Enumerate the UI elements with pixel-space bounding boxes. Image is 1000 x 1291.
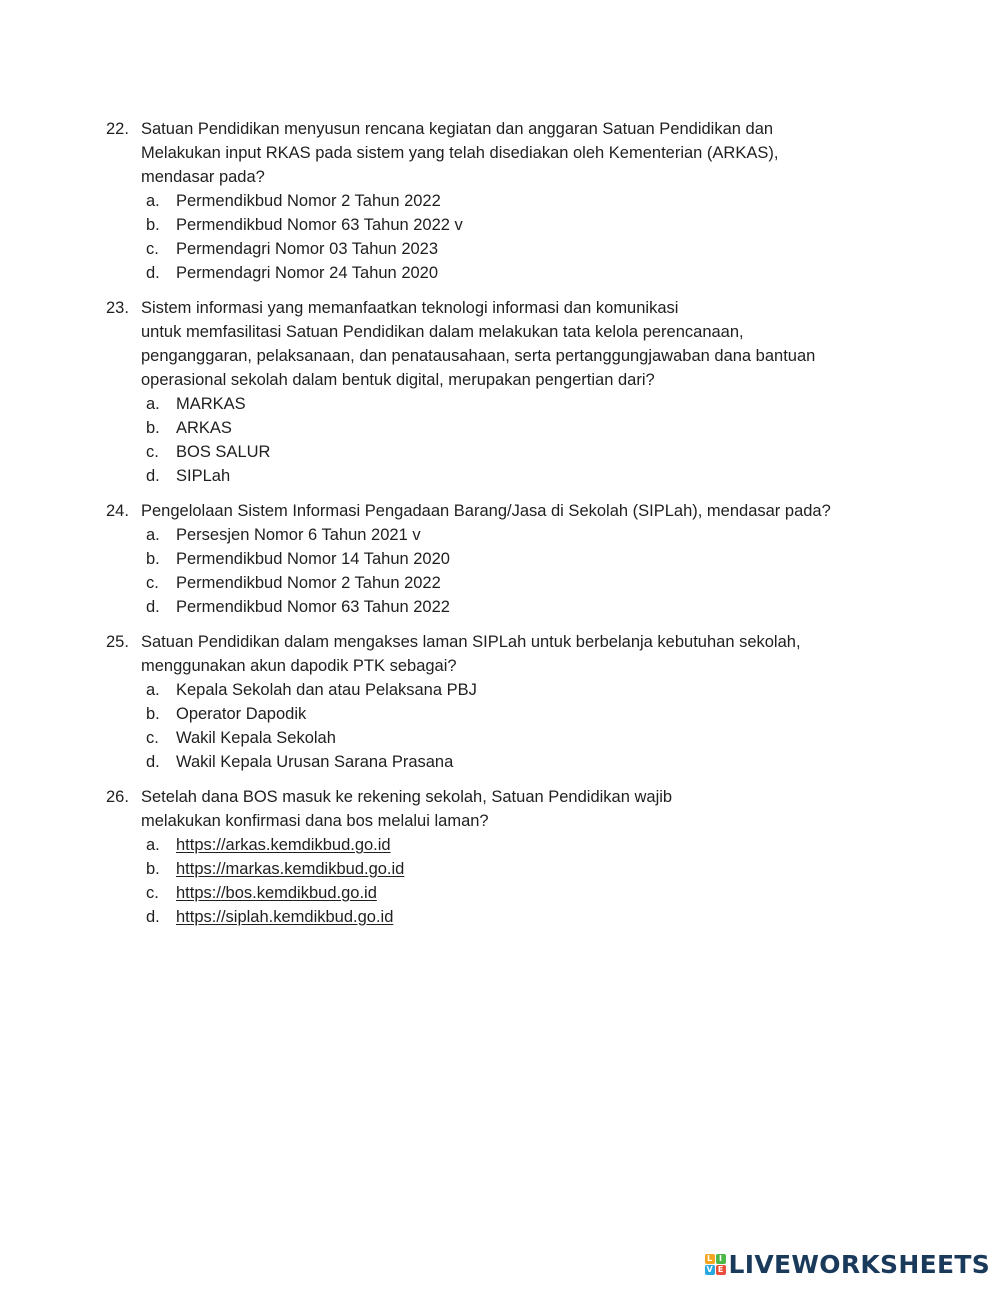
question-number: 22.: [106, 120, 129, 138]
logo-mark-tile: L: [705, 1254, 715, 1264]
option-list: [141, 189, 886, 285]
option-letter: d.: [146, 467, 160, 485]
option-letter: c.: [146, 729, 159, 747]
question-item: [106, 630, 886, 774]
option-letter: d.: [146, 908, 160, 926]
option-letter: c.: [146, 574, 159, 592]
question-item: [106, 499, 886, 619]
option-link[interactable]: https://arkas.kemdikbud.go.id: [176, 836, 391, 854]
answer-option: [141, 464, 886, 488]
option-list: [141, 392, 886, 488]
option-text: Persesjen Nomor 6 Tahun 2021 v: [176, 526, 421, 544]
answer-option: [141, 857, 886, 881]
option-letter: b.: [146, 550, 160, 568]
answer-option: [141, 261, 886, 285]
option-letter: d.: [146, 264, 160, 282]
option-letter: d.: [146, 598, 160, 616]
question-text: Pengelolaan Sistem Informasi Pengadaan Barang/Jasa di Sekolah (SIPLah), mendasar pada?: [141, 502, 831, 520]
option-letter: b.: [146, 860, 160, 878]
logo-mark-tile: V: [706, 1265, 713, 1274]
option-text: BOS SALUR: [176, 443, 271, 461]
question-item: [106, 296, 886, 488]
question-number: 24.: [106, 502, 129, 520]
option-letter: a.: [146, 836, 160, 854]
liveworksheets-logo-mark-icon: [705, 1254, 726, 1275]
option-text: Wakil Kepala Urusan Sarana Prasana: [176, 753, 454, 771]
option-text: Wakil Kepala Sekolah: [176, 729, 336, 747]
question-text: Sistem informasi yang memanfaatkan teknologi informasi dan komunikasi untuk memfasilitasi Satuan Pendidikan dalam melakukan tata kelola perencanaan, penganggaran, pelaksanaan, dan penatausahaan, serta pertanggungjawaban dana bantuan operasional sekolah dalam bentuk digital, merupakan pengertian dari?: [141, 299, 816, 389]
answer-option: [141, 213, 886, 237]
option-text: Permendikbud Nomor 2 Tahun 2022: [176, 574, 441, 592]
option-letter: b.: [146, 705, 160, 723]
option-letter: c.: [146, 443, 159, 461]
option-text: Permendagri Nomor 24 Tahun 2020: [176, 264, 439, 282]
option-letter: c.: [146, 240, 159, 258]
logo-mark-tile: I: [716, 1254, 726, 1264]
option-text: ARKAS: [176, 419, 232, 437]
option-text: Permendikbud Nomor 14 Tahun 2020: [176, 550, 450, 568]
option-link[interactable]: https://markas.kemdikbud.go.id: [176, 860, 405, 878]
question-number: 26.: [106, 788, 129, 806]
answer-option: [141, 571, 886, 595]
option-letter: a.: [146, 192, 160, 210]
answer-option: [141, 237, 886, 261]
option-list: [141, 833, 886, 929]
logo-mark-tile: E: [716, 1265, 726, 1275]
answer-option: [141, 416, 886, 440]
answer-option: [141, 881, 886, 905]
question-item: [106, 785, 886, 929]
option-text: Permendagri Nomor 03 Tahun 2023: [176, 240, 439, 258]
option-letter: c.: [146, 884, 159, 902]
liveworksheets-logo: [705, 1250, 990, 1279]
answer-option: [141, 833, 886, 857]
answer-option: [141, 905, 886, 929]
option-letter: a.: [146, 681, 160, 699]
question-number: 23.: [106, 299, 129, 317]
answer-option: [141, 440, 886, 464]
option-letter: b.: [146, 419, 160, 437]
option-letter: a.: [146, 395, 160, 413]
option-text: MARKAS: [176, 395, 246, 413]
answer-option: [141, 547, 886, 571]
option-text: Permendikbud Nomor 2 Tahun 2022: [176, 192, 441, 210]
option-text: Permendikbud Nomor 63 Tahun 2022 v: [176, 216, 463, 234]
answer-option: [141, 523, 886, 547]
option-text: Permendikbud Nomor 63 Tahun 2022: [176, 598, 450, 616]
option-link[interactable]: https://siplah.kemdikbud.go.id: [176, 908, 394, 926]
option-list: [141, 523, 886, 619]
answer-option: [141, 595, 886, 619]
logo-wordmark: LIVEWORKSHEETS: [728, 1250, 990, 1279]
option-link[interactable]: https://bos.kemdikbud.go.id: [176, 884, 377, 902]
question-text: Setelah dana BOS masuk ke rekening sekolah, Satuan Pendidikan wajib melakukan konfirmasi dana bos melalui laman?: [141, 788, 673, 830]
answer-option: [141, 750, 886, 774]
question-item: [106, 117, 886, 285]
question-text: Satuan Pendidikan menyusun rencana kegiatan dan anggaran Satuan Pendidikan dan Melakukan input RKAS pada sistem yang telah disediakan oleh Kementerian (ARKAS), mendasar pada?: [141, 120, 779, 186]
question-list: [106, 117, 886, 940]
option-letter: b.: [146, 216, 160, 234]
option-text: Operator Dapodik: [176, 705, 307, 723]
option-text: Kepala Sekolah dan atau Pelaksana PBJ: [176, 681, 477, 699]
answer-option: [141, 678, 886, 702]
option-list: [141, 678, 886, 774]
question-text: Satuan Pendidikan dalam mengakses laman SIPLah untuk berbelanja kebutuhan sekolah, menggunakan akun dapodik PTK sebagai?: [141, 633, 801, 675]
answer-option: [141, 726, 886, 750]
answer-option: [141, 392, 886, 416]
question-number: 25.: [106, 633, 129, 651]
option-letter: a.: [146, 526, 160, 544]
option-letter: d.: [146, 753, 160, 771]
answer-option: [141, 189, 886, 213]
answer-option: [141, 702, 886, 726]
option-text: SIPLah: [176, 467, 231, 485]
